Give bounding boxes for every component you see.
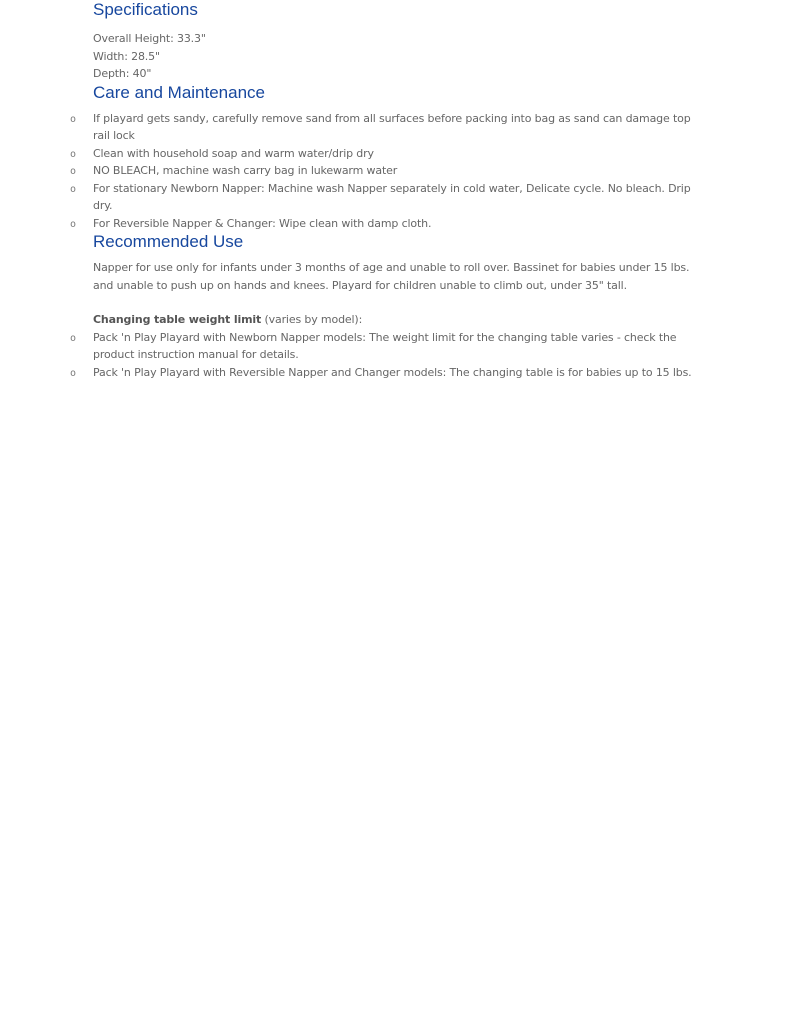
bullet-marker: o: [70, 367, 76, 379]
care-list: [70, 110, 705, 233]
list-item: [70, 145, 705, 163]
specifications-title: Specifications: [93, 0, 198, 19]
spec-line-overall-height: Overall Height: 33.3": [93, 32, 206, 45]
bullet-marker: o: [70, 332, 76, 344]
section-specifications: [93, 0, 705, 83]
list-item: [70, 110, 705, 145]
list-item-text: Clean with household soap and warm water/drip dry: [93, 146, 374, 160]
changing-table-subheading-bold: Changing table weight limit: [93, 313, 262, 326]
section-recommended-use: [70, 232, 705, 381]
bullet-marker: o: [70, 183, 76, 195]
recommended-use-title: Recommended Use: [93, 232, 244, 251]
specifications-lines: [93, 30, 705, 83]
changing-table-subheading-rest: (varies by model):: [261, 313, 363, 326]
bullet-marker: o: [70, 148, 76, 160]
bullet-marker: o: [70, 218, 76, 230]
list-item-text: Pack 'n Play Playard with Reversible Napper and Changer models: The changing table is for babies up to 15 lbs.: [93, 365, 692, 379]
list-item: [70, 329, 705, 364]
list-item-text: If playard gets sandy, carefully remove sand from all surfaces before packing into bag as sand can damage top rail lock: [93, 111, 691, 142]
list-item-text: Pack 'n Play Playard with Newborn Napper models: The weight limit for the changing table varies - check the product instruction manual for details.: [93, 330, 677, 361]
document-content: [70, 0, 705, 381]
spec-line-width: Width: 28.5": [93, 49, 160, 63]
changing-table-subheading: [93, 311, 705, 329]
list-item: [70, 162, 705, 180]
bullet-marker: o: [70, 113, 76, 125]
list-item-text: NO BLEACH, machine wash carry bag in lukewarm water: [93, 164, 398, 177]
section-care-and-maintenance: [70, 82, 705, 233]
list-item: [70, 364, 705, 382]
bullet-marker: o: [70, 166, 76, 177]
care-and-maintenance-title: Care and Maintenance: [93, 82, 266, 102]
spec-line-depth: Depth: 40": [93, 67, 152, 80]
list-item: [70, 180, 705, 215]
recommended-list: [70, 329, 705, 382]
list-item-text: For stationary Newborn Napper: Machine wash Napper separately in cold water, Delicate cycle. No bleach. Drip dry.: [93, 181, 691, 212]
list-item-text: For Reversible Napper & Changer: Wipe clean with damp cloth.: [93, 216, 432, 230]
recommended-use-paragraph: Napper for use only for infants under 3 months of age and unable to roll over. Bassinet for babies under 15 lbs. and unable to push up on hands and knees. Playard for children unable to climb out, under 35" tall.: [93, 261, 690, 292]
list-item: [70, 215, 705, 233]
